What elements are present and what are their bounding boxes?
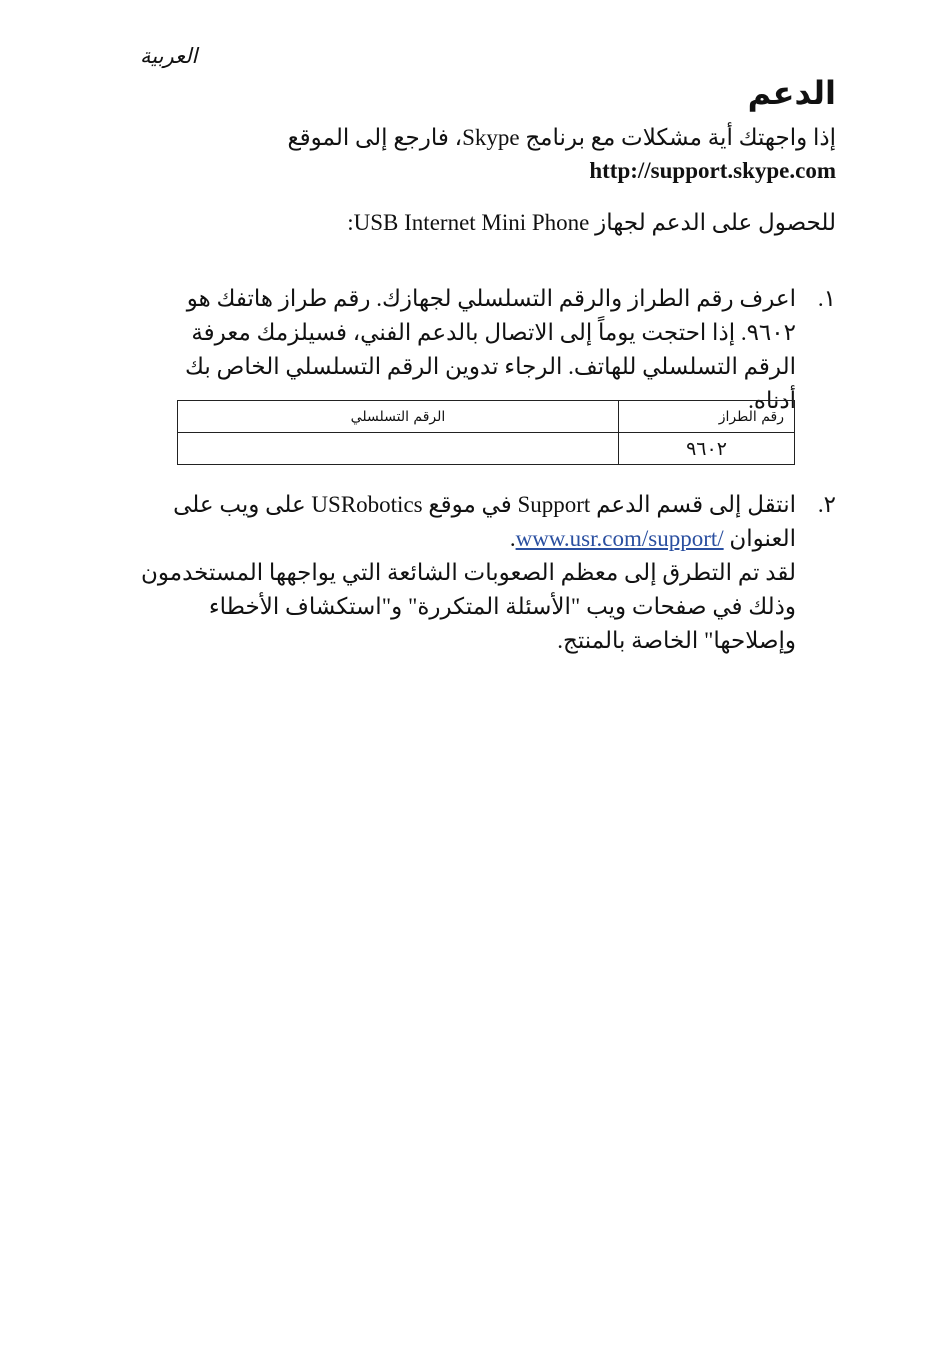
model-serial-table [177, 400, 795, 465]
step-2-text [136, 488, 796, 658]
model-number-value: ٩٦٠٢ [619, 433, 795, 465]
table-header-row [178, 401, 795, 433]
usr-support-link[interactable]: www.usr.com/support/ [515, 526, 724, 551]
step-2-second-paragraph: لقد تم التطرق إلى معظم الصعوبات الشائعة التي يواجهها المستخدمون وذلك في صفحات ويب "الأسئلة المتكررة" و"استكشاف الأخطاء وإصلاحها" الخاصة بالمنتج. [141, 560, 796, 653]
page-title: الدعم [747, 74, 836, 112]
step-2-text-after-link: . [509, 526, 516, 551]
step-1 [136, 282, 836, 418]
table-row [178, 433, 795, 465]
step-2-number: ٢. [817, 492, 836, 517]
step-1-text: اعرف رقم الطراز والرقم التسلسلي لجهازك. رقم طراز هاتفك هو ٩٦٠٢. إذا احتجت يوماً إلى الاتصال بالدعم الفني، فسيلزمك معرفة الرقم التسلسلي للهاتف. الرجاء تدوين الرقم التسلسلي الخاص بك أدناه. [185, 286, 796, 413]
step-1-number: ١. [817, 286, 836, 311]
skype-support-url[interactable]: http://support.skype.com [589, 158, 836, 183]
language-label: العربية [140, 44, 198, 68]
serial-number-header: الرقم التسلسلي [178, 401, 619, 433]
step-2 [136, 488, 836, 658]
model-number-header: رقم الطراز [619, 401, 795, 433]
step-2-text-before-link: انتقل إلى قسم الدعم Support في موقع USRobotics على ويب على العنوان [173, 492, 796, 551]
intro-paragraph: إذا واجهتك أية مشكلات مع برنامج Skype، فارجع إلى الموقع [287, 125, 836, 150]
usb-support-line: للحصول على الدعم لجهاز USB Internet Mini Phone: [347, 210, 836, 235]
serial-number-value[interactable] [178, 433, 619, 465]
